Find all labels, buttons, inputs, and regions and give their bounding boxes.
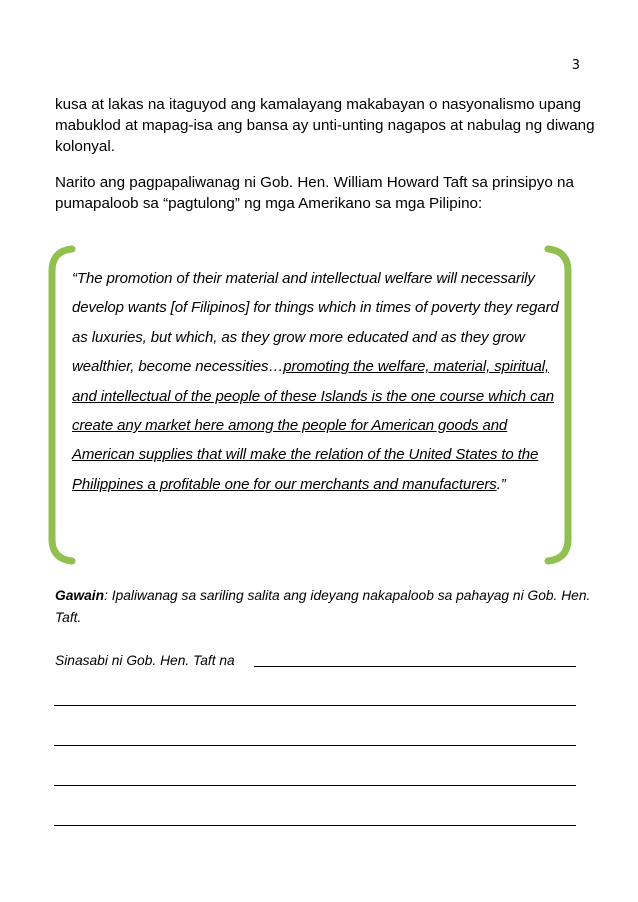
- answer-line-4[interactable]: [54, 825, 576, 826]
- quote-plain-text: “The promotion of their material and intellectual welfare will necessarily develop wants [of Filipinos] for things which in times of poverty they regard as luxuries, but which, as they grow more educated and as they grow wealthier, become necessities…: [72, 270, 559, 376]
- page-number: 3: [571, 58, 580, 73]
- quote-closing: .”: [496, 475, 506, 493]
- left-bracket-path: [52, 249, 72, 561]
- answer-line-2[interactable]: [54, 745, 576, 746]
- activity-instruction: [55, 585, 595, 629]
- quote-underlined-text: promoting the welfare, material, spiritual, and intellectual of the people of these Islands is the one course which can create any market here among the people for American goods and American supplies that will make the relation of the United States to the Philippines a profitable one for our merchants and manufacturers: [72, 358, 554, 493]
- paragraph-taft-intro: Narito ang pagpapaliwanag ni Gob. Hen. William Howard Taft sa prinsipyo na pumapaloob sa “pagtulong” ng mga Amerikano sa mga Pilipino:: [55, 174, 574, 212]
- answer-line-1[interactable]: [54, 705, 576, 706]
- taft-quote: [72, 264, 572, 499]
- activity-prompt: Sinasabi ni Gob. Hen. Taft na: [55, 653, 235, 668]
- answer-blank-inline[interactable]: [254, 666, 576, 667]
- answer-line-3[interactable]: [54, 785, 576, 786]
- activity-label: Gawain: [55, 588, 105, 603]
- paragraph-intro: kusa at lakas na itaguyod ang kamalayang makabayan o nasyonalismo upang mabuklod at mapag-isa ang bansa ay unti-unting nagapos at nabulag ng diwang kolonyal.: [55, 96, 595, 155]
- activity-instruction-text: : Ipaliwanag sa sariling salita ang ideyang nakapaloob sa pahayag ni Gob. Hen. Taft.: [55, 588, 591, 625]
